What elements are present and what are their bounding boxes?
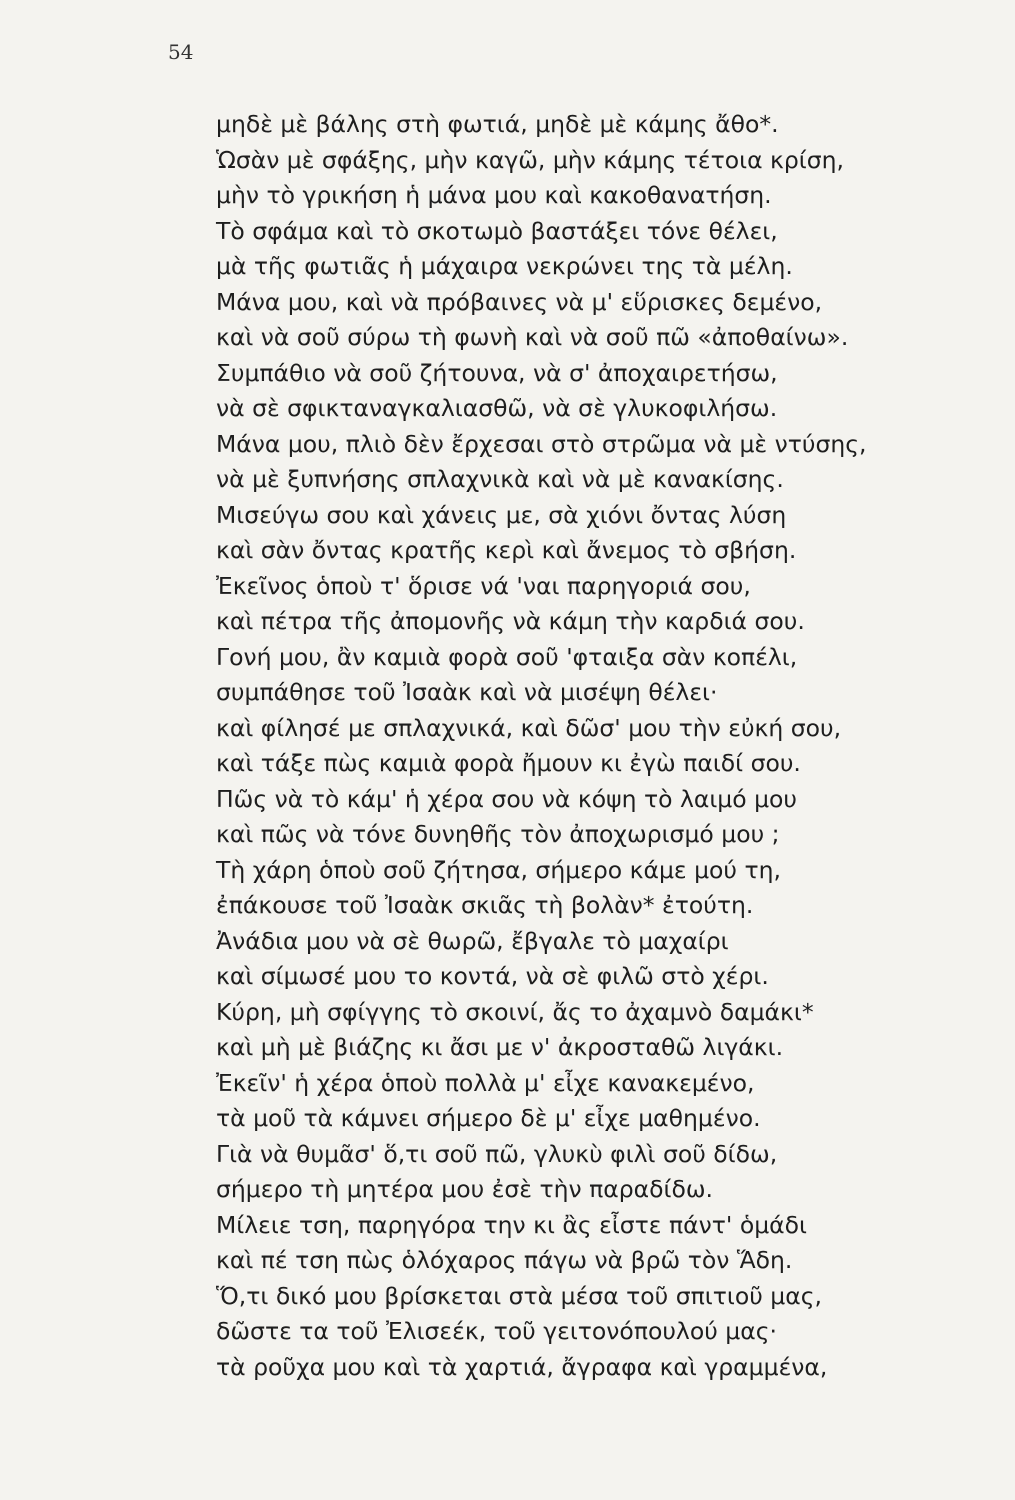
poem-line: Συμπάθιο νὰ σοῦ ζήτουνα, νὰ σ' ἀποχαιρετήσω,	[216, 358, 778, 387]
poem-line: Μάνα μου, πλιὸ δὲν ἔρχεσαι στὸ στρῶμα νὰ μὲ ντύσης,	[216, 429, 867, 458]
poem-line: ἐπάκουσε τοῦ Ἰσαὰκ σκιᾶς τὴ βολὰν* ἐτούτη.	[216, 891, 754, 919]
poem-line: νὰ σὲ σφικταναγκαλιασθῶ, νὰ σὲ γλυκοφιλήσω.	[216, 394, 778, 422]
poem-line: Κύρη, μὴ σφίγγης τὸ σκοινί, ἄς το ἀχαμνὸ δαμάκι*	[216, 997, 814, 1026]
poem-line: τὰ μοῦ τὰ κάμνει σήμερο δὲ μ' εἶχε μαθημένο.	[216, 1104, 761, 1132]
poem-line: καὶ πέτρα τῆς ἀπομονῆς νὰ κάμη τὴν καρδιά σου.	[216, 607, 805, 635]
poem-text	[216, 107, 1006, 1385]
poem-line: συμπάθησε τοῦ Ἰσαὰκ καὶ νὰ μισέψη θέλει·	[216, 678, 718, 706]
poem-line: σήμερο τὴ μητέρα μου ἐσὲ τὴν παραδίδω.	[216, 1175, 713, 1203]
poem-line: Μισεύγω σου καὶ χάνεις με, σὰ χιόνι ὄντας λύση	[216, 500, 787, 529]
poem-line: καὶ τάξε πὼς καμιὰ φορὰ ἤμουν κι ἐγὼ παιδί σου.	[216, 749, 801, 777]
poem-line: καὶ σὰν ὄντας κρατῆς κερὶ καὶ ἄνεμος τὸ σβήση.	[216, 536, 797, 564]
poem-line: Ἐκεῖν' ἡ χέρα ὁποὺ πολλὰ μ' εἶχε κανακεμένο,	[216, 1068, 755, 1097]
poem-line: Πῶς νὰ τὸ κάμ' ἡ χέρα σου νὰ κόψη τὸ λαιμό μου	[216, 784, 798, 813]
poem-line: Ὡσὰν μὲ σφάξης, μὴν καγῶ, μὴν κάμης τέτοια κρίση,	[216, 145, 845, 174]
poem-line: Ἀνάδια μου νὰ σὲ θωρῶ, ἔβγαλε τὸ μαχαίρι	[216, 926, 729, 955]
poem-line: Τὴ χάρη ὁποὺ σοῦ ζήτησα, σήμερο κάμε μού τη,	[216, 855, 781, 884]
poem-line: Μίλειε τση, παρηγόρα την κι ἂς εἶστε πάντ' ὁμάδι	[216, 1210, 807, 1239]
poem-line: νὰ μὲ ξυπνήσης σπλαχνικὰ καὶ νὰ μὲ κανακίσης.	[216, 465, 784, 493]
poem-line: καὶ πῶς νὰ τόνε δυνηθῆς τὸν ἀποχωρισμό μου ;	[216, 820, 780, 848]
poem-line: μὴν τὸ γρικήση ἡ μάνα μου καὶ κακοθανατήση.	[216, 181, 772, 209]
poem-line: καὶ νὰ σοῦ σύρω τὴ φωνὴ καὶ νὰ σοῦ πῶ «ἀποθαίνω».	[216, 323, 849, 351]
poem-line: Ὅ,τι δικό μου βρίσκεται στὰ μέσα τοῦ σπιτιοῦ μας,	[216, 1281, 822, 1310]
poem-line: Ἐκεῖνος ὁποὺ τ' ὅρισε νά 'ναι παρηγοριά σου,	[216, 571, 751, 600]
poem-line: Γονή μου, ἂν καμιὰ φορὰ σοῦ 'φταιξα σὰν κοπέλι,	[216, 642, 798, 671]
poem-line: Μάνα μου, καὶ νὰ πρόβαινες νὰ μ' εὕρισκες δεμένο,	[216, 287, 823, 316]
poem-line: καὶ πέ τση πὼς ὁλόχαρος πάγω νὰ βρῶ τὸν Ἅδη.	[216, 1246, 793, 1274]
poem-line: καὶ μὴ μὲ βιάζης κι ἄσι με ν' ἀκροσταθῶ λιγάκι.	[216, 1033, 784, 1061]
poem-line: δῶστε τα τοῦ Ἐλισεέκ, τοῦ γειτονόπουλού μας·	[216, 1317, 777, 1345]
poem-line: μὰ τῆς φωτιᾶς ἡ μάχαιρα νεκρώνει της τὰ μέλη.	[216, 252, 793, 280]
poem-line: μηδὲ μὲ βάλης στὴ φωτιά, μηδὲ μὲ κάμης ἄθο*.	[216, 110, 779, 138]
poem-line: καὶ σίμωσέ μου το κοντά, νὰ σὲ φιλῶ στὸ χέρι.	[216, 962, 769, 990]
poem-line: καὶ φίλησέ με σπλαχνικά, καὶ δῶσ' μου τὴν εὐκή σου,	[216, 713, 842, 742]
poem-line: Τὸ σφάμα καὶ τὸ σκοτωμὸ βαστάξει τόνε θέλει,	[216, 216, 778, 245]
poem-line: Γιὰ νὰ θυμᾶσ' ὅ,τι σοῦ πῶ, γλυκὺ φιλὶ σοῦ δίδω,	[216, 1139, 778, 1168]
page-number: 54	[168, 40, 194, 64]
poem-line: τὰ ροῦχα μου καὶ τὰ χαρτιά, ἄγραφα καὶ γραμμένα,	[216, 1352, 828, 1381]
